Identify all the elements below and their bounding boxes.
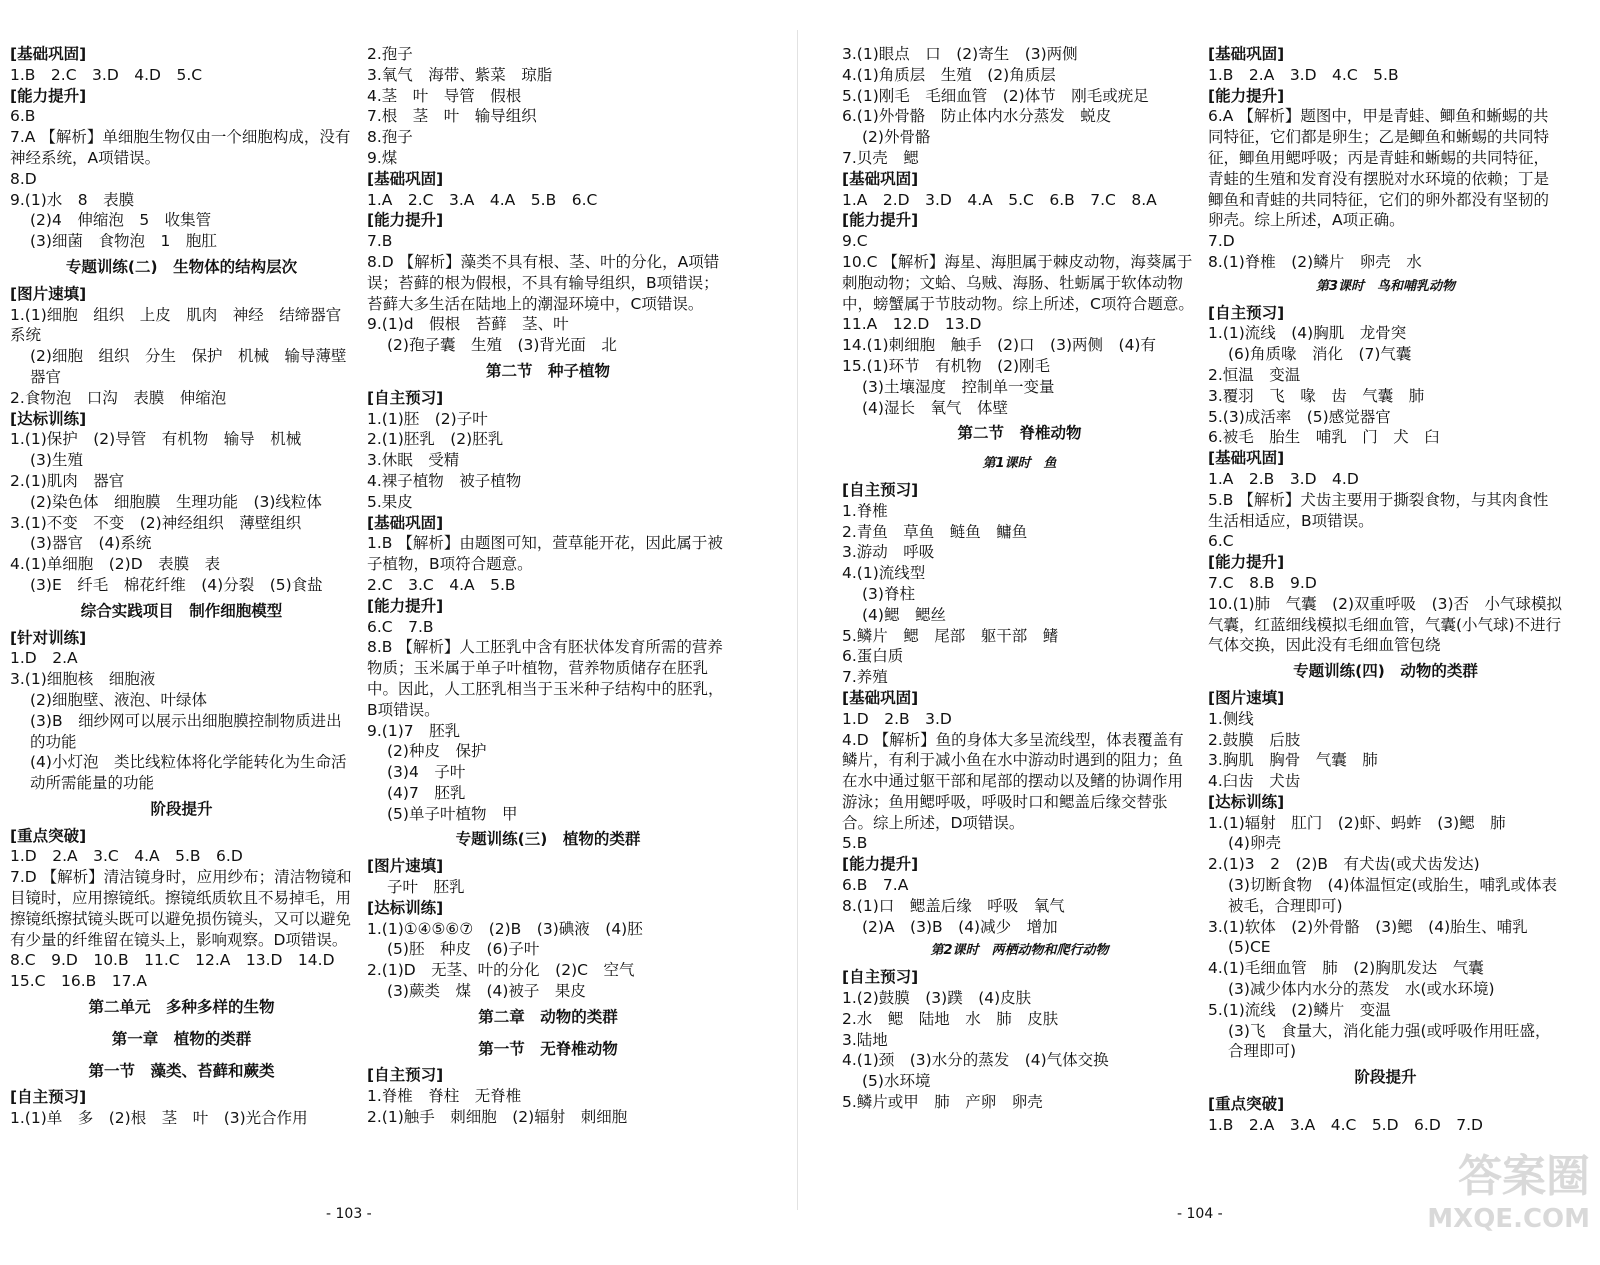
answer-line: 3.(1)不变 不变 (2)神经组织 薄壁组织 xyxy=(10,513,302,532)
answer-line: 9.(1)7 胚乳 xyxy=(367,721,461,740)
answer-line: 2.食物泡 口沟 表膜 伸缩泡 xyxy=(10,388,227,407)
answer-line: 6.B xyxy=(10,107,36,126)
answer-line: 4.(1)角质层 生殖 (2)角质层 xyxy=(842,65,1056,84)
answer-line: 4.D 【解析】鱼的身体大多呈流线型，体表覆盖有鳞片，有利于减小鱼在水中游动时遇到的阻力；鱼在水中通过躯干部和尾部的摆动以及鳍的协调作用游泳；鱼用鳃呼吸，呼吸时口和鳃盖后缘交替张合。综上所述，D项错误。 xyxy=(842,730,1184,832)
answer-line: (2)染色体 细胞膜 生理功能 (3)线粒体 xyxy=(30,492,322,511)
answer-line: (5)单子叶植物 甲 xyxy=(387,804,518,823)
section-label: [重点突破] xyxy=(1208,1095,1285,1114)
answer-line: 2.(1)D 无茎、叶的分化 (2)C 空气 xyxy=(367,961,635,980)
lesson-heading: 第2课时 两栖动物和爬行动物 xyxy=(930,943,1109,959)
answer-line: (4)湿长 氧气 体壁 xyxy=(862,398,1008,417)
answer-line: 14.(1)刺细胞 触手 (2)口 (3)两侧 (4)有 xyxy=(842,336,1156,355)
answer-line: (2)种皮 保护 xyxy=(387,742,487,761)
answer-line: 6.C xyxy=(1208,532,1234,551)
answer-line: 5.(3)成活率 (5)感觉器官 xyxy=(1208,407,1391,426)
answer-line: (3)减少体内水分的蒸发 水(或水环境) xyxy=(1228,980,1495,999)
section-heading: 专题训练(二) 生物体的结构层次 xyxy=(65,257,298,276)
answer-line: (3)土壤湿度 控制单一变量 xyxy=(862,377,1055,396)
answer-line: 2.水 鳃 陆地 水 肺 皮肤 xyxy=(842,1009,1059,1028)
watermark-url: MXQE.COM xyxy=(1427,1204,1590,1234)
page-seam xyxy=(797,30,798,1210)
section-label: [针对训练] xyxy=(10,628,87,647)
answer-line: (5)CE xyxy=(1228,938,1271,957)
answer-line: 1.B 2.C 3.D 4.D 5.C xyxy=(10,65,203,84)
section-label: [重点突破] xyxy=(10,826,87,845)
answer-line: 1.(1)①④⑤⑥⑦ (2)B (3)碘液 (4)胚 xyxy=(367,919,643,938)
section-label: [达标训练] xyxy=(367,898,444,917)
answer-line: 5.B xyxy=(842,834,868,853)
answer-line: 9.煤 xyxy=(367,148,398,167)
answer-line: 3.陆地 xyxy=(842,1030,888,1049)
answer-line: 8.D xyxy=(10,169,37,188)
column-4 xyxy=(1208,44,1563,1204)
section-heading: 第二单元 多种多样的生物 xyxy=(88,998,275,1017)
answer-line: 5.(1)刚毛 毛细血管 (2)体节 刚毛或疣足 xyxy=(842,86,1149,105)
section-label: [能力提升] xyxy=(842,211,919,230)
lesson-heading: 第3课时 鸟和哺乳动物 xyxy=(1315,278,1456,294)
answer-line: (3)细菌 食物泡 1 胞肛 xyxy=(30,232,217,251)
answer-line: 2.(1)肌肉 器官 xyxy=(10,471,125,490)
answer-line: 2.(1)3 2 (2)B 有犬齿(或犬齿发达) xyxy=(1208,855,1480,874)
answer-line: 5.鳞片 鳃 尾部 躯干部 鳍 xyxy=(842,626,1059,645)
watermark xyxy=(1400,1140,1590,1260)
answer-line: 6.被毛 胎生 哺乳 门 犬 臼 xyxy=(1208,428,1440,447)
answer-line: 7.B xyxy=(367,232,393,251)
answer-line: 3.(1)软体 (2)外骨骼 (3)鳃 (4)胎生、哺乳 xyxy=(1208,917,1528,936)
section-heading: 第二章 动物的类群 xyxy=(478,1007,618,1026)
section-label: [图片速填] xyxy=(10,284,87,303)
page-number-right: - 104 - xyxy=(1177,1206,1223,1222)
answer-line: 5.B 【解析】犬齿主要用于撕裂食物，与其肉食性生活相适应，B项错误。 xyxy=(1208,490,1549,530)
section-heading: 第一节 无脊椎动物 xyxy=(478,1039,618,1058)
answer-line: 子叶 胚乳 xyxy=(387,878,465,897)
answer-line: 1.D 2.B 3.D xyxy=(842,709,952,728)
answer-line: 7.贝壳 鳃 xyxy=(842,148,919,167)
section-label: [基础巩固] xyxy=(842,169,919,188)
answer-line: 4.臼齿 犬齿 xyxy=(1208,772,1301,791)
answer-line: 7.C 8.B 9.D xyxy=(1208,573,1317,592)
answer-line: 8.B 【解析】人工胚乳中含有胚状体发育所需的营养物质；玉米属于单子叶植物，营养物质储存在胚乳中。因此，人工胚乳相当于玉米种子结构中的胚乳，B项错误。 xyxy=(367,638,724,719)
section-label: [自主预习] xyxy=(842,968,919,987)
section-heading: 第二节 种子植物 xyxy=(485,361,610,380)
page-number-left: - 103 - xyxy=(326,1206,372,1222)
answer-line: (3)B 细纱网可以展示出细胞膜控制物质进出的功能 xyxy=(30,711,342,751)
answer-line: (3)E 纤毛 棉花纤维 (4)分裂 (5)食盐 xyxy=(30,575,323,594)
answer-line: 1.B 2.A 3.D 4.C 5.B xyxy=(1208,65,1399,84)
answer-line: 3.覆羽 飞 喙 齿 气囊 肺 xyxy=(1208,386,1425,405)
answer-line: 8.D 【解析】藻类不具有根、茎、叶的分化，A项错误；苔藓的根为假根，不具有输导组织，B项错误；苔藓大多生活在陆地上的潮湿环境中，C项错误。 xyxy=(367,252,720,313)
answer-line: (2)A (3)B (4)减少 增加 xyxy=(862,917,1058,936)
answer-line: 1.(1)辐射 肛门 (2)虾、蚂蚱 (3)鳃 肺 xyxy=(1208,813,1506,832)
column-3 xyxy=(842,44,1197,1204)
section-label: [能力提升] xyxy=(1208,553,1285,572)
answer-line: 15.C 16.B 17.A xyxy=(10,972,148,991)
watermark-logo: 答案圈 xyxy=(1458,1151,1590,1202)
answer-line: 9.C xyxy=(842,232,868,251)
answer-line: 6.蛋白质 xyxy=(842,647,904,666)
answer-line: 1.侧线 xyxy=(1208,709,1254,728)
answer-line: 2.青鱼 草鱼 鲢鱼 鳙鱼 xyxy=(842,522,1028,541)
section-label: [能力提升] xyxy=(367,211,444,230)
answer-line: 10.C 【解析】海星、海胆属于棘皮动物，海葵属于刺胞动物；文蛤、乌贼、海肠、牡蛎属于软体动物中，螃蟹属于节肢动物。综上所述，C项符合题意。 xyxy=(842,252,1194,313)
section-label: [达标训练] xyxy=(1208,792,1285,811)
answer-line: (3)器官 (4)系统 xyxy=(30,534,152,553)
section-label: [能力提升] xyxy=(10,86,87,105)
answer-line: 6.A 【解析】题图中，甲是青蛙、鲫鱼和蜥蜴的共同特征，它们都是卵生；乙是鲫鱼和蜥蜴的共同特征，鲫鱼用鳃呼吸；丙是青蛙和蜥蜴的共同特征，青蛙的生殖和发育没有摆脱对水环境的依赖；丁是鲫鱼和青蛙的共同特征，它们的卵外都没有坚韧的卵壳。综上所述，A项正确。 xyxy=(1208,107,1550,230)
section-label: [基础巩固] xyxy=(10,45,87,63)
section-label: [能力提升] xyxy=(842,855,919,874)
answer-line: (3)切断食物 (4)体温恒定(或胎生，哺乳或体表被毛，合理即可) xyxy=(1228,876,1557,915)
answer-line: (4)7 胚乳 xyxy=(387,783,466,802)
section-label: [自主预习] xyxy=(842,480,919,499)
section-label: [基础巩固] xyxy=(842,688,919,707)
section-label: [自主预习] xyxy=(367,388,444,407)
section-label: [基础巩固] xyxy=(367,169,444,188)
answer-line: 1.D 2.A 3.C 4.A 5.B 6.D xyxy=(10,847,243,866)
answer-line: 3.游动 呼吸 xyxy=(842,543,935,562)
section-label: [图片速填] xyxy=(367,857,444,876)
answer-line: 10.(1)肺 气囊 (2)双重呼吸 (3)否 小气球模拟气囊，红蓝细线模拟毛细血管，气囊(小气球)不进行气体交换，因此没有毛细血管包绕 xyxy=(1208,594,1563,655)
answer-line: 8.(1)脊椎 (2)鳞片 卵壳 水 xyxy=(1208,252,1422,271)
section-label: [自主预习] xyxy=(10,1088,87,1107)
answer-line: 8.(1)口 鳃盖后缘 呼吸 氧气 xyxy=(842,896,1065,915)
answer-line: 6.C 7.B xyxy=(367,617,434,636)
answer-line: (2)细胞 组织 分生 保护 机械 输导薄壁 器官 xyxy=(30,347,362,386)
answer-line: (5)胚 种皮 (6)子叶 xyxy=(387,940,540,959)
answer-line: 1.A 2.C 3.A 4.A 5.B 6.C xyxy=(367,190,598,209)
answer-line: 7.根 茎 叶 输导组织 xyxy=(367,107,537,126)
answer-line: 5.鳞片或甲 肺 产卵 卵壳 xyxy=(842,1093,1043,1112)
answer-line: 1.A 2.B 3.D 4.D xyxy=(1208,469,1359,488)
section-label: [图片速填] xyxy=(1208,688,1285,707)
section-heading: 第一节 藻类、苔藓和蕨类 xyxy=(88,1061,275,1080)
answer-line: 2.C 3.C 4.A 5.B xyxy=(367,575,516,594)
section-label: [达标训练] xyxy=(10,409,87,428)
section-heading: 阶段提升 xyxy=(150,799,213,818)
answer-line: 7.D xyxy=(1208,232,1235,251)
section-label: [能力提升] xyxy=(1208,86,1285,105)
answer-line: 9.(1)d 假根 苔藓 茎、叶 xyxy=(367,315,569,334)
answer-line: 1.(1)流线 (4)胸肌 龙骨突 xyxy=(1208,324,1407,343)
section-label: [基础巩固] xyxy=(1208,449,1285,468)
answer-line: 1.(1)胚 (2)子叶 xyxy=(367,409,488,428)
answer-line: 5.(1)流线 (2)鳞片 变温 xyxy=(1208,1000,1391,1019)
lesson-heading: 第1课时 鱼 xyxy=(982,456,1057,472)
answer-line: 9.(1)水 8 表膜 xyxy=(10,190,135,209)
section-label: [自主预习] xyxy=(367,1066,444,1085)
answer-line: 2.(1)胚乳 (2)胚乳 xyxy=(367,430,504,449)
answer-line: 3.胸肌 胸骨 气囊 肺 xyxy=(1208,751,1378,770)
section-heading: 综合实践项目 制作细胞模型 xyxy=(80,601,283,620)
answer-line: (6)角质喙 消化 (7)气囊 xyxy=(1228,345,1412,364)
answer-line: 3.氧气 海带、紫菜 琼脂 xyxy=(367,65,553,84)
answer-line: 4.茎 叶 导管 假根 xyxy=(367,86,522,105)
answer-line: 15.(1)环节 有机物 (2)刚毛 xyxy=(842,356,1051,375)
answer-line: 1.脊椎 xyxy=(842,501,888,520)
section-label: [能力提升] xyxy=(367,596,444,615)
answer-line: 1.(1)细胞 组织 上皮 肌肉 神经 结缔器官 系统 xyxy=(10,305,357,345)
section-heading: 专题训练(三) 植物的类群 xyxy=(455,830,641,849)
answer-line: 4.(1)毛细血管 肺 (2)胸肌发达 气囊 xyxy=(1208,959,1484,978)
answer-line: 1.脊椎 脊柱 无脊椎 xyxy=(367,1087,522,1106)
answer-line: (5)水环境 xyxy=(862,1072,931,1091)
answer-line: 7.D 【解析】清洁镜身时，应用纱布；清洁物镜和目镜时，应用擦镜纸。擦镜纸质软且不易掉毛，用擦镜纸擦拭镜头既可以避免损伤镜头，又可以避免有少量的纤维留在镜头上，影响观察。D项错误。 xyxy=(10,868,352,949)
answer-line: (4)小灯泡 类比线粒体将化学能转化为生命活动所需能量的功能 xyxy=(30,753,347,793)
answer-line: 1.(2)鼓膜 (3)蹼 (4)皮肤 xyxy=(842,989,1032,1008)
answer-line: 6.B 7.A xyxy=(842,876,909,895)
answer-line: 2.鼓膜 后肢 xyxy=(1208,730,1301,749)
answer-line: 1.B 2.A 3.A 4.C 5.D 6.D 7.D xyxy=(1208,1115,1483,1134)
answer-line: (3)脊柱 xyxy=(862,584,915,603)
answer-line: 11.A 12.D 13.D xyxy=(842,315,982,334)
answer-line: 6.(1)外骨骼 防止体内水分蒸发 蜕皮 xyxy=(842,107,1112,126)
answer-line: (3)生殖 xyxy=(30,451,83,470)
answer-line: (2)4 伸缩泡 5 收集管 xyxy=(30,211,212,230)
answer-line: 1.A 2.D 3.D 4.A 5.C 6.B 7.C 8.A xyxy=(842,190,1157,209)
answer-line: 2.恒温 变温 xyxy=(1208,365,1301,384)
section-heading: 阶段提升 xyxy=(1354,1068,1417,1087)
section-heading: 专题训练(四) 动物的类群 xyxy=(1293,662,1478,681)
answer-line: 5.果皮 xyxy=(367,492,413,511)
answer-line: (4)鳃 鳃丝 xyxy=(862,605,946,624)
answer-line: 1.(1)保护 (2)导管 有机物 输导 机械 xyxy=(10,430,302,449)
answer-line: (2)细胞壁、液泡、叶绿体 xyxy=(30,690,207,709)
section-heading: 第一章 植物的类群 xyxy=(111,1029,252,1048)
section-heading: 第二节 脊椎动物 xyxy=(957,424,1082,443)
answer-line: (3)4 子叶 xyxy=(387,763,466,782)
answer-line: 7.A 【解析】单细胞生物仅由一个细胞构成，没有神经系统，A项错误。 xyxy=(10,128,351,167)
answer-line: (3)蕨类 煤 (4)被子 果皮 xyxy=(387,982,586,1001)
section-label: [基础巩固] xyxy=(367,513,444,532)
answer-line: 2.(1)触手 刺细胞 (2)辐射 刺细胞 xyxy=(367,1108,628,1127)
answer-line: 2.孢子 xyxy=(367,45,413,63)
answer-line: (2)外骨骼 xyxy=(862,128,931,147)
answer-line: 4.(1)单细胞 (2)D 表膜 表 xyxy=(10,555,221,574)
answer-line: 7.养殖 xyxy=(842,668,888,687)
answer-line: 4.(1)流线型 xyxy=(842,564,926,583)
answer-line: 4.(1)颈 (3)水分的蒸发 (4)气体交换 xyxy=(842,1051,1109,1070)
answer-line: (2)孢子囊 生殖 (3)背光面 北 xyxy=(387,336,617,355)
answer-line: 3.(1)细胞核 细胞液 xyxy=(10,670,156,689)
answer-line: 1.B 【解析】由题图可知，萱草能开花，因此属于被子植物，B项符合题意。 xyxy=(367,534,723,574)
answer-line: 1.D 2.A xyxy=(10,649,78,668)
answer-line: 1.(1)单 多 (2)根 茎 叶 (3)光合作用 xyxy=(10,1109,308,1128)
section-label: [自主预习] xyxy=(1208,303,1285,322)
section-label: [基础巩固] xyxy=(1208,45,1285,63)
answer-line: 8.孢子 xyxy=(367,128,413,147)
answer-line: 3.(1)眼点 口 (2)寄生 (3)两侧 xyxy=(842,45,1078,63)
answer-line: 8.C 9.D 10.B 11.C 12.A 13.D 14.D xyxy=(10,951,335,970)
answer-line: (3)飞 食量大，消化能力强(或呼吸作用旺盛，合理即可) xyxy=(1228,1021,1551,1061)
answer-line: (4)卵壳 xyxy=(1228,834,1281,853)
answer-line: 3.休眠 受精 xyxy=(367,451,460,470)
answer-line: 4.裸子植物 被子植物 xyxy=(367,471,522,490)
column-2 xyxy=(367,44,729,1204)
column-1 xyxy=(10,44,362,1204)
